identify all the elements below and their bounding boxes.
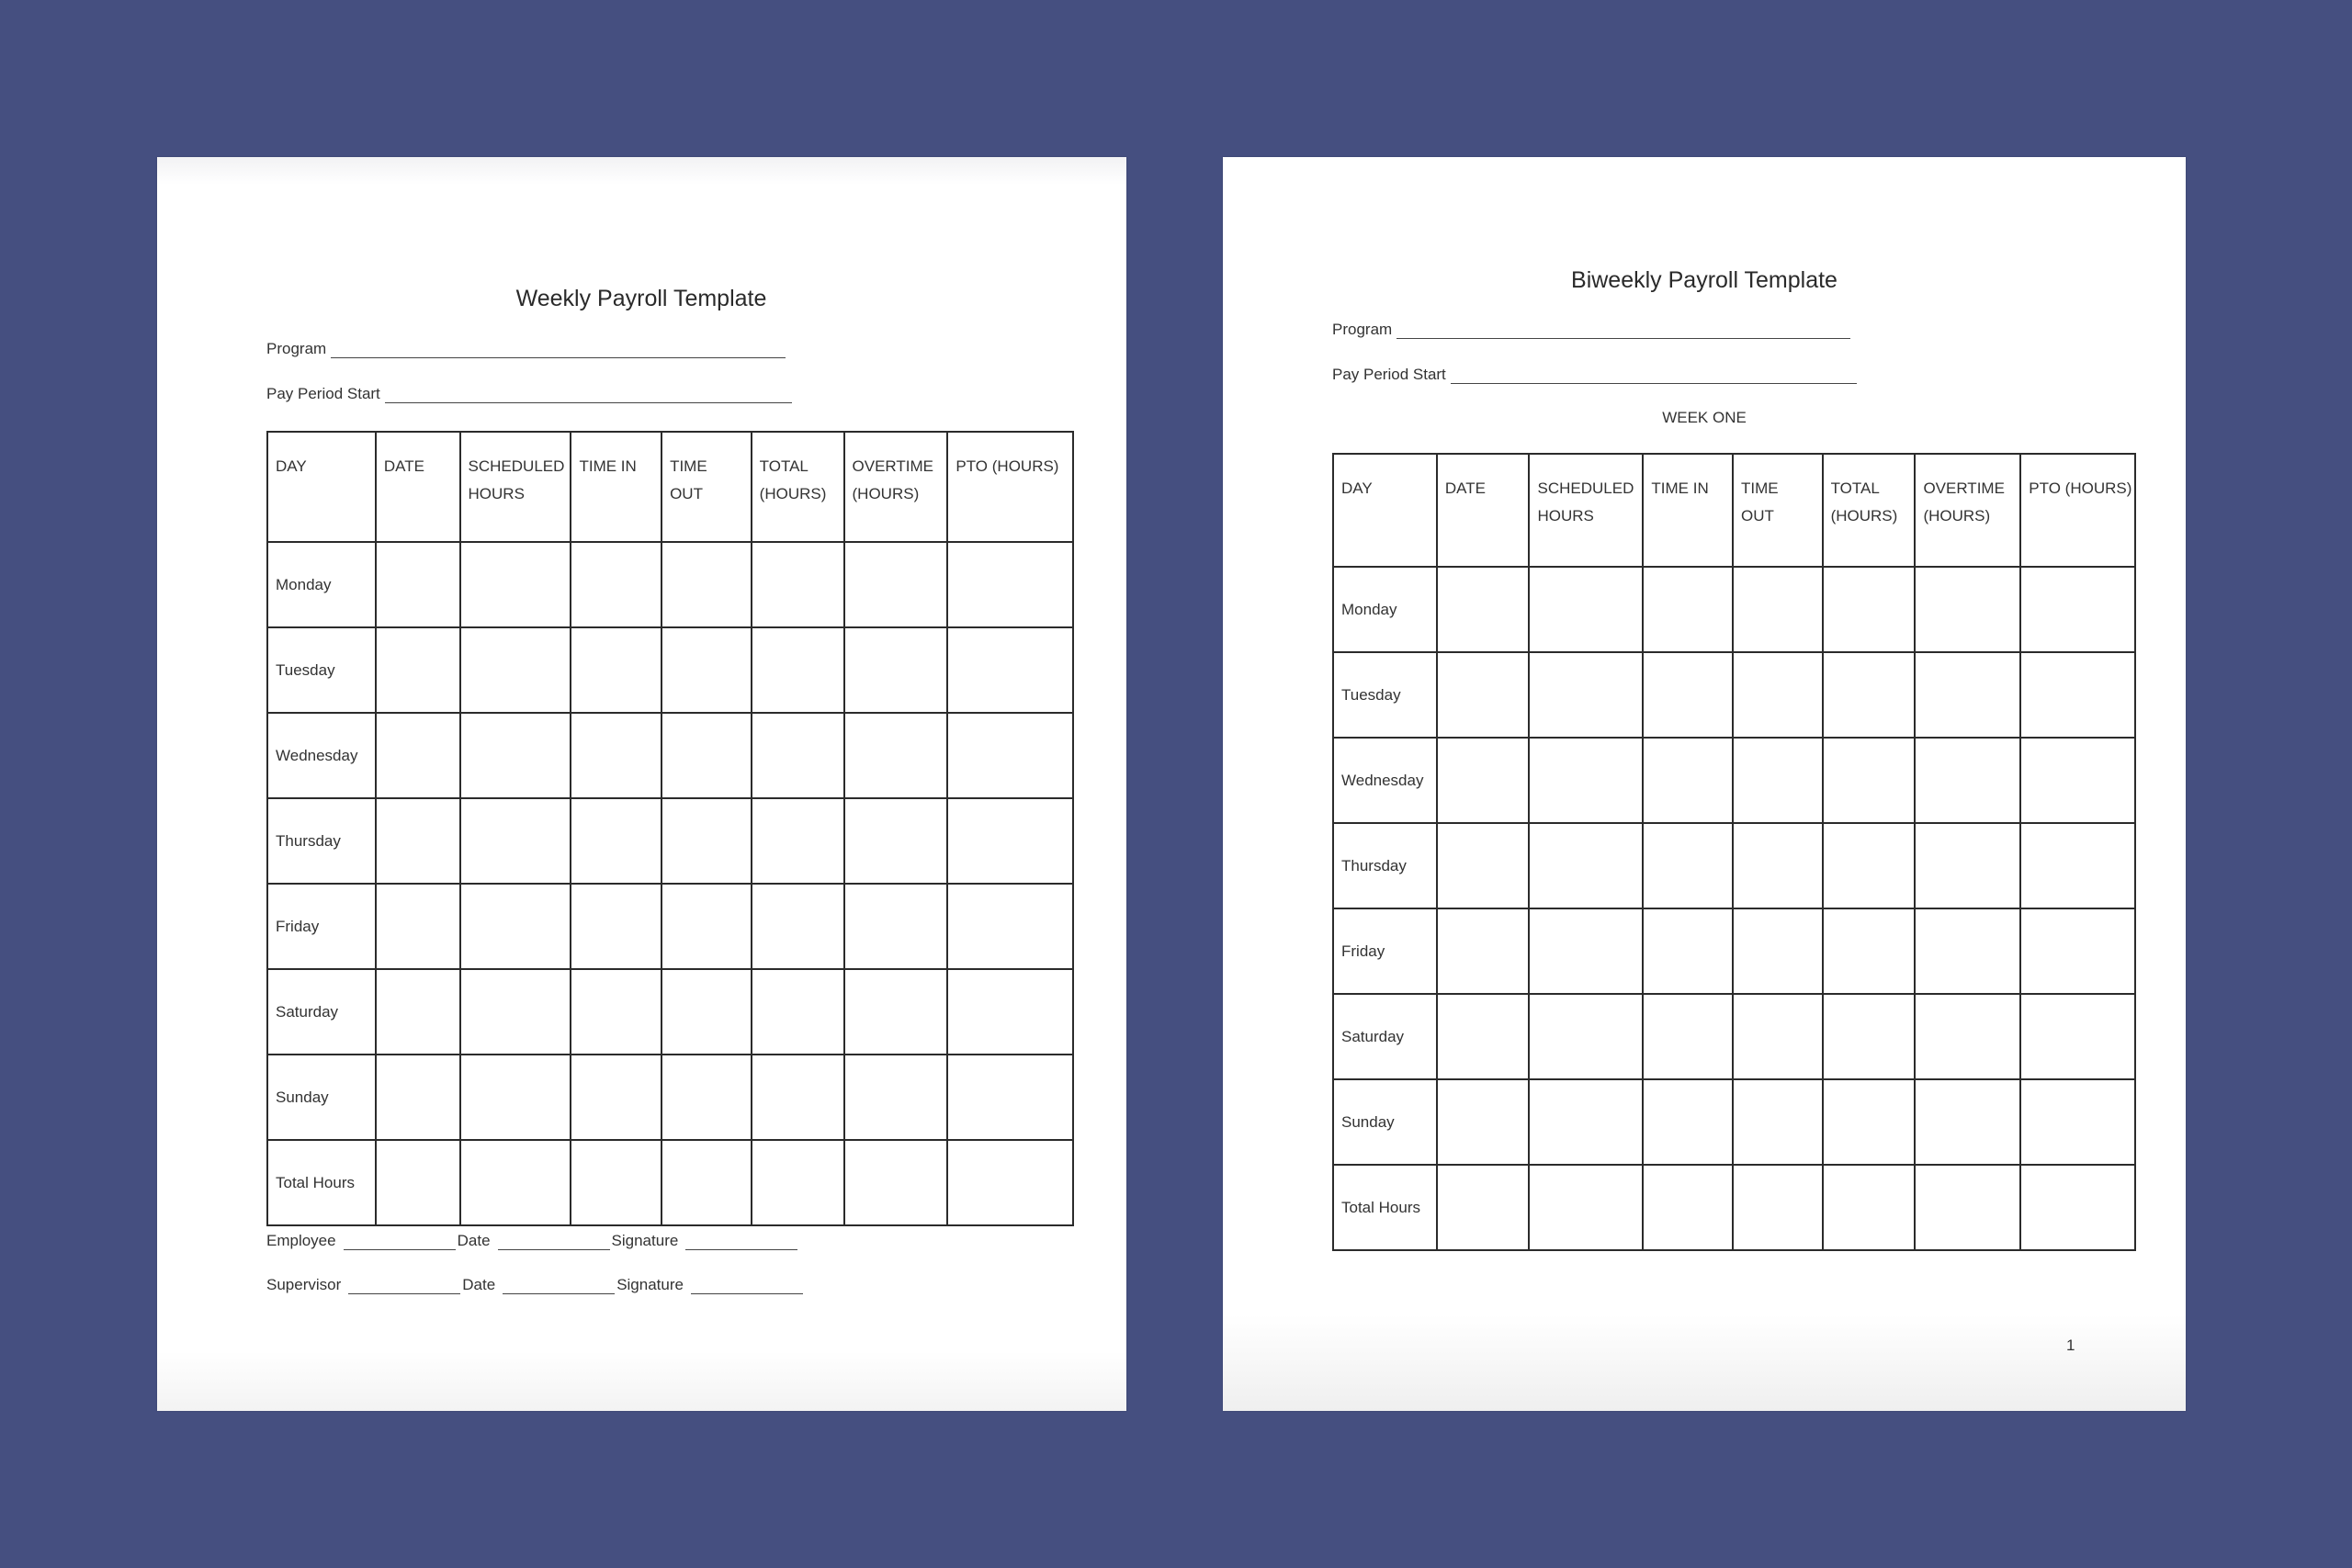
cell[interactable] bbox=[1643, 823, 1733, 908]
cell[interactable] bbox=[1823, 652, 1916, 738]
table-row-total bbox=[1333, 1165, 2135, 1250]
cell[interactable] bbox=[1529, 908, 1643, 994]
table-row bbox=[1333, 908, 2135, 994]
program-field[interactable] bbox=[1332, 321, 1850, 339]
cell[interactable] bbox=[571, 627, 662, 713]
cell[interactable] bbox=[2020, 738, 2135, 823]
cell[interactable] bbox=[460, 1055, 571, 1140]
cell[interactable] bbox=[1915, 994, 2020, 1079]
cell[interactable] bbox=[571, 542, 662, 627]
cell[interactable] bbox=[662, 542, 752, 627]
header-day: DAY bbox=[267, 432, 376, 542]
cell[interactable] bbox=[2020, 1165, 2135, 1250]
cell[interactable] bbox=[1643, 738, 1733, 823]
cell[interactable] bbox=[1529, 994, 1643, 1079]
table-row bbox=[267, 798, 1073, 884]
table-row bbox=[1333, 652, 2135, 738]
cell[interactable] bbox=[460, 1140, 571, 1225]
cell[interactable] bbox=[1529, 1165, 1643, 1250]
week-one-label: WEEK ONE bbox=[1662, 409, 1747, 426]
supervisor-date-line[interactable] bbox=[503, 1280, 615, 1294]
cell[interactable] bbox=[571, 713, 662, 798]
table-row bbox=[267, 884, 1073, 969]
employee-date-label: Date bbox=[457, 1232, 491, 1249]
pay-period-field[interactable] bbox=[1332, 366, 1857, 384]
cell[interactable] bbox=[1437, 994, 1530, 1079]
cell[interactable] bbox=[752, 713, 844, 798]
row-label-thursday: Thursday bbox=[267, 798, 376, 884]
pay-period-blank-line[interactable] bbox=[1451, 370, 1857, 384]
cell[interactable] bbox=[947, 1055, 1073, 1140]
cell[interactable] bbox=[947, 798, 1073, 884]
supervisor-label: Supervisor bbox=[266, 1276, 342, 1293]
cell[interactable] bbox=[376, 627, 460, 713]
cell[interactable] bbox=[1733, 823, 1823, 908]
employee-signature-label: Signature bbox=[611, 1232, 679, 1249]
pay-period-label: Pay Period Start bbox=[266, 385, 380, 402]
table-row bbox=[1333, 567, 2135, 652]
header-scheduled-hours: SCHEDULED HOURS bbox=[1529, 454, 1643, 567]
program-label: Program bbox=[266, 340, 327, 357]
row-label-total-hours: Total Hours bbox=[1333, 1165, 1437, 1250]
cell[interactable] bbox=[844, 884, 948, 969]
header-scheduled-hours: SCHEDULED HOURS bbox=[460, 432, 571, 542]
cell[interactable] bbox=[844, 1055, 948, 1140]
header-total-hours: TOTAL (HOURS) bbox=[1823, 454, 1916, 567]
row-label-sunday: Sunday bbox=[267, 1055, 376, 1140]
supervisor-signature-line[interactable] bbox=[691, 1280, 803, 1294]
cell[interactable] bbox=[1437, 908, 1530, 994]
cell[interactable] bbox=[1915, 652, 2020, 738]
cell[interactable] bbox=[460, 542, 571, 627]
table-row bbox=[1333, 994, 2135, 1079]
cell[interactable] bbox=[376, 1055, 460, 1140]
table-row bbox=[1333, 738, 2135, 823]
cell[interactable] bbox=[947, 627, 1073, 713]
program-label: Program bbox=[1332, 321, 1393, 338]
cell[interactable] bbox=[844, 627, 948, 713]
header-time-in: TIME IN bbox=[571, 432, 662, 542]
cell[interactable] bbox=[1437, 1165, 1530, 1250]
cell[interactable] bbox=[1823, 1079, 1916, 1165]
cell[interactable] bbox=[662, 969, 752, 1055]
cell[interactable] bbox=[662, 713, 752, 798]
cell[interactable] bbox=[1529, 823, 1643, 908]
cell[interactable] bbox=[1643, 1079, 1733, 1165]
cell[interactable] bbox=[1823, 823, 1916, 908]
cell[interactable] bbox=[1915, 908, 2020, 994]
header-time-in: TIME IN bbox=[1643, 454, 1733, 567]
row-label-saturday: Saturday bbox=[267, 969, 376, 1055]
cell[interactable] bbox=[1643, 908, 1733, 994]
cell[interactable] bbox=[844, 1140, 948, 1225]
cell[interactable] bbox=[1529, 567, 1643, 652]
cell[interactable] bbox=[1437, 823, 1530, 908]
row-label-wednesday: Wednesday bbox=[1333, 738, 1437, 823]
program-blank-line[interactable] bbox=[1396, 325, 1850, 339]
cell[interactable] bbox=[2020, 567, 2135, 652]
cell[interactable] bbox=[376, 969, 460, 1055]
header-total-hours: TOTAL (HOURS) bbox=[752, 432, 844, 542]
biweekly-payroll-table bbox=[1332, 453, 2136, 1251]
cell[interactable] bbox=[376, 1140, 460, 1225]
pay-period-blank-line[interactable] bbox=[385, 389, 792, 403]
cell[interactable] bbox=[460, 798, 571, 884]
cell[interactable] bbox=[1437, 567, 1530, 652]
table-row-total bbox=[267, 1140, 1073, 1225]
cell[interactable] bbox=[571, 969, 662, 1055]
cell[interactable] bbox=[1915, 823, 2020, 908]
header-overtime-hours: OVERTIME (HOURS) bbox=[1915, 454, 2020, 567]
cell[interactable] bbox=[1529, 1079, 1643, 1165]
cell[interactable] bbox=[1529, 738, 1643, 823]
row-label-sunday: Sunday bbox=[1333, 1079, 1437, 1165]
header-pto-hours: PTO (HOURS) bbox=[2020, 454, 2135, 567]
supervisor-name-line[interactable] bbox=[348, 1280, 460, 1294]
cell[interactable] bbox=[947, 542, 1073, 627]
cell[interactable] bbox=[2020, 823, 2135, 908]
cell[interactable] bbox=[2020, 1079, 2135, 1165]
employee-date-line[interactable] bbox=[498, 1236, 610, 1250]
cell[interactable] bbox=[460, 969, 571, 1055]
cell[interactable] bbox=[1915, 567, 2020, 652]
cell[interactable] bbox=[2020, 908, 2135, 994]
cell[interactable] bbox=[1733, 652, 1823, 738]
cell[interactable] bbox=[1823, 908, 1916, 994]
row-label-tuesday: Tuesday bbox=[1333, 652, 1437, 738]
table-row bbox=[267, 627, 1073, 713]
cell[interactable] bbox=[1643, 652, 1733, 738]
supervisor-date-label: Date bbox=[462, 1276, 496, 1293]
row-label-monday: Monday bbox=[267, 542, 376, 627]
cell[interactable] bbox=[376, 884, 460, 969]
cell[interactable] bbox=[571, 884, 662, 969]
row-label-thursday: Thursday bbox=[1333, 823, 1437, 908]
table-row bbox=[267, 542, 1073, 627]
cell[interactable] bbox=[376, 798, 460, 884]
header-time-out: TIME OUT bbox=[662, 432, 752, 542]
cell[interactable] bbox=[752, 884, 844, 969]
cell[interactable] bbox=[376, 713, 460, 798]
cell[interactable] bbox=[752, 969, 844, 1055]
employee-signature-row bbox=[266, 1232, 799, 1250]
weekly-payroll-page bbox=[157, 157, 1126, 1411]
page-title: Weekly Payroll Template bbox=[515, 286, 767, 311]
cell[interactable] bbox=[752, 627, 844, 713]
cell[interactable] bbox=[1437, 1079, 1530, 1165]
header-overtime-hours: OVERTIME (HOURS) bbox=[844, 432, 948, 542]
cell[interactable] bbox=[844, 969, 948, 1055]
table-header-row bbox=[267, 432, 1073, 542]
supervisor-signature-label: Signature bbox=[616, 1276, 684, 1293]
cell[interactable] bbox=[752, 798, 844, 884]
cell[interactable] bbox=[1437, 738, 1530, 823]
row-label-friday: Friday bbox=[1333, 908, 1437, 994]
table-row bbox=[267, 969, 1073, 1055]
cell[interactable] bbox=[1437, 652, 1530, 738]
cell[interactable] bbox=[571, 1140, 662, 1225]
employee-signature-line[interactable] bbox=[685, 1236, 797, 1250]
cell[interactable] bbox=[662, 1140, 752, 1225]
header-time-out: TIME OUT bbox=[1733, 454, 1823, 567]
cell[interactable] bbox=[460, 627, 571, 713]
cell[interactable] bbox=[947, 969, 1073, 1055]
cell[interactable] bbox=[571, 798, 662, 884]
cell[interactable] bbox=[1529, 652, 1643, 738]
cell[interactable] bbox=[752, 542, 844, 627]
cell[interactable] bbox=[1733, 567, 1823, 652]
biweekly-payroll-page bbox=[1223, 157, 2186, 1411]
header-date: DATE bbox=[376, 432, 460, 542]
cell[interactable] bbox=[844, 798, 948, 884]
cell[interactable] bbox=[844, 542, 948, 627]
cell[interactable] bbox=[1915, 1165, 2020, 1250]
pay-period-field[interactable] bbox=[266, 385, 792, 403]
pay-period-label: Pay Period Start bbox=[1332, 366, 1446, 383]
cell[interactable] bbox=[571, 1055, 662, 1140]
cell[interactable] bbox=[2020, 994, 2135, 1079]
cell[interactable] bbox=[376, 542, 460, 627]
page-title: Biweekly Payroll Template bbox=[1571, 267, 1838, 293]
row-label-tuesday: Tuesday bbox=[267, 627, 376, 713]
cell[interactable] bbox=[1823, 738, 1916, 823]
cell[interactable] bbox=[1643, 1165, 1733, 1250]
header-pto-hours: PTO (HOURS) bbox=[947, 432, 1073, 542]
table-row bbox=[1333, 823, 2135, 908]
cell[interactable] bbox=[1733, 994, 1823, 1079]
cell[interactable] bbox=[947, 1140, 1073, 1225]
cell[interactable] bbox=[662, 798, 752, 884]
row-label-friday: Friday bbox=[267, 884, 376, 969]
employee-label: Employee bbox=[266, 1232, 336, 1249]
table-row bbox=[267, 713, 1073, 798]
cell[interactable] bbox=[1915, 738, 2020, 823]
cell[interactable] bbox=[2020, 652, 2135, 738]
cell[interactable] bbox=[1643, 994, 1733, 1079]
row-label-wednesday: Wednesday bbox=[267, 713, 376, 798]
cell[interactable] bbox=[947, 713, 1073, 798]
cell[interactable] bbox=[662, 1055, 752, 1140]
row-label-saturday: Saturday bbox=[1333, 994, 1437, 1079]
cell[interactable] bbox=[1733, 738, 1823, 823]
table-header-row bbox=[1333, 454, 2135, 567]
cell[interactable] bbox=[752, 1140, 844, 1225]
page-number: 1 bbox=[2066, 1337, 2075, 1354]
cell[interactable] bbox=[1733, 1165, 1823, 1250]
cell[interactable] bbox=[662, 884, 752, 969]
cell[interactable] bbox=[752, 1055, 844, 1140]
row-label-total-hours: Total Hours bbox=[267, 1140, 376, 1225]
cell[interactable] bbox=[460, 713, 571, 798]
cell[interactable] bbox=[1823, 994, 1916, 1079]
cell[interactable] bbox=[662, 627, 752, 713]
cell[interactable] bbox=[1823, 567, 1916, 652]
program-blank-line[interactable] bbox=[331, 344, 786, 358]
weekly-payroll-table bbox=[266, 431, 1074, 1226]
cell[interactable] bbox=[1823, 1165, 1916, 1250]
cell[interactable] bbox=[1915, 1079, 2020, 1165]
program-field[interactable] bbox=[266, 340, 786, 358]
header-day: DAY bbox=[1333, 454, 1437, 567]
employee-name-line[interactable] bbox=[344, 1236, 456, 1250]
cell[interactable] bbox=[947, 884, 1073, 969]
cell[interactable] bbox=[1733, 908, 1823, 994]
row-label-monday: Monday bbox=[1333, 567, 1437, 652]
supervisor-signature-row bbox=[266, 1276, 805, 1294]
cell[interactable] bbox=[1643, 567, 1733, 652]
cell[interactable] bbox=[844, 713, 948, 798]
table-row bbox=[1333, 1079, 2135, 1165]
table-row bbox=[267, 1055, 1073, 1140]
cell[interactable] bbox=[460, 884, 571, 969]
cell[interactable] bbox=[1733, 1079, 1823, 1165]
header-date: DATE bbox=[1437, 454, 1530, 567]
